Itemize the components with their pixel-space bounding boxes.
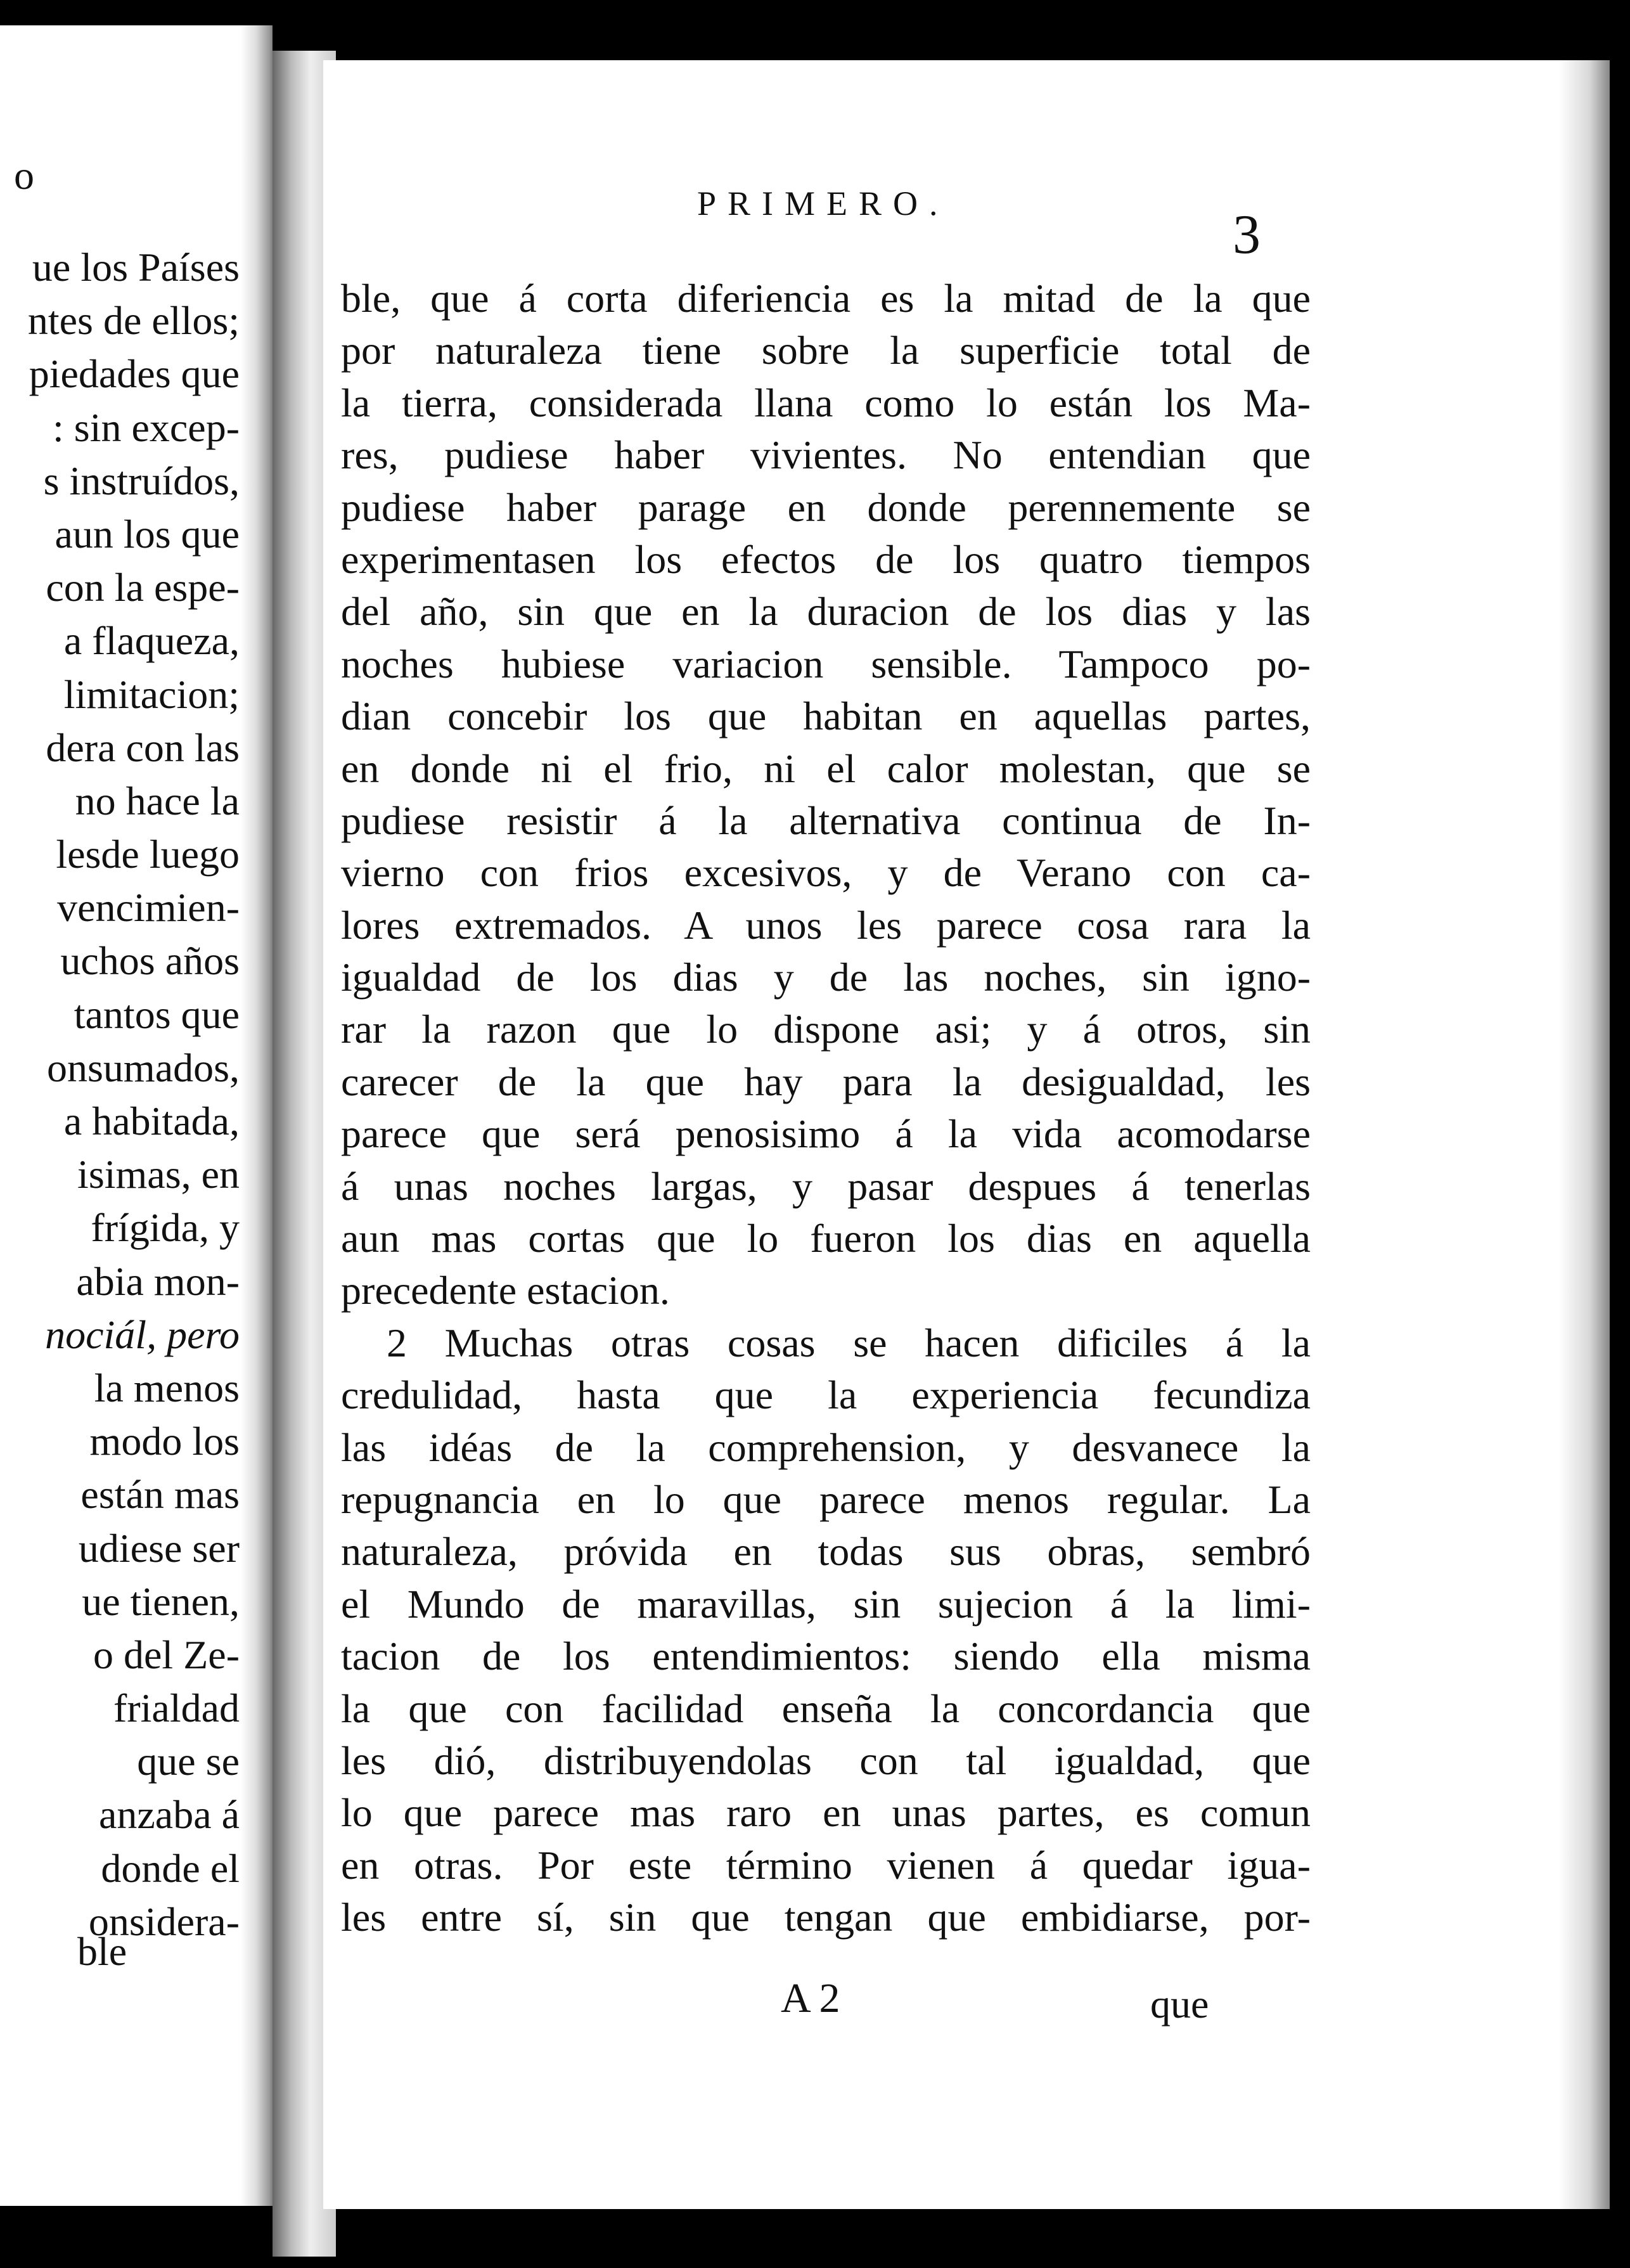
left-line: frígida, y [91, 1205, 240, 1251]
text-line: pudiese resistir á la alternativa continua de In- [341, 797, 1311, 843]
text-line: tacion de los entendimientos: siendo ella misma [341, 1633, 1311, 1679]
text-line: el Mundo de maravillas, sin sujecion á la limi- [341, 1581, 1311, 1627]
text-line: repugnancia en lo que parece menos regular. La [341, 1476, 1311, 1522]
right-page [323, 60, 1610, 2209]
left-line: están mas [80, 1472, 240, 1517]
text-line: les entre sí, sin que tengan que embidiarse, por- [341, 1895, 1311, 1940]
text-line: lores extremados. A unos les parece cosa rara la [341, 902, 1311, 948]
left-line: ue tienen, [82, 1578, 240, 1624]
text-line: rar la razon que lo dispone asi; y á otros, sin [341, 1007, 1311, 1052]
page-number: 3 [1233, 204, 1261, 266]
left-line: vencimien- [57, 885, 240, 931]
text-line: dian concebir los que habitan en aquellas partes, [341, 693, 1311, 739]
text-line: por naturaleza tiene sobre la superficie total de [341, 328, 1311, 373]
text-line: la que con facilidad enseña la concordancia que [341, 1685, 1311, 1731]
printer-signature-mark: A 2 [781, 1975, 840, 2021]
text-line: igualdad de los dias y de las noches, sin igno- [341, 955, 1311, 1000]
left-line: anzaba á [98, 1792, 240, 1838]
paragraph-end-line: precedente estacion. [341, 1268, 670, 1313]
left-line: tantos que [74, 991, 240, 1037]
left-line: la menos [94, 1365, 240, 1410]
left-line: limitacion; [63, 671, 240, 717]
left-line: ntes de ellos; [27, 298, 240, 344]
text-line: les dió, distribuyendolas con tal igualdad, que [341, 1737, 1311, 1783]
left-line: onsidera- [88, 1898, 240, 1944]
left-line: no hace la [75, 778, 240, 823]
text-line: parece que será penosisimo á la vida acomodarse [341, 1111, 1311, 1157]
left-page-text [28, 241, 240, 1949]
text-line: del año, sin que en la duracion de los dias y las [341, 589, 1311, 635]
text-line: credulidad, hasta que la experiencia fecundiza [341, 1372, 1311, 1418]
body-text [341, 273, 1311, 1944]
left-page-gutter-shadow [241, 25, 273, 2206]
left-line: frialdad [113, 1685, 240, 1731]
catchword: que [1150, 1981, 1209, 2026]
left-line: que se [137, 1739, 240, 1784]
left-line: : sin excep- [53, 404, 240, 450]
left-page-catchword: ble [77, 1929, 127, 1974]
text-line: noches hubiese variacion sensible. Tampoco po- [341, 641, 1311, 686]
text-line: las idéas de la comprehension, y desvanece la [341, 1424, 1311, 1470]
left-facing-page [0, 25, 273, 2206]
text-line: pudiese haber parage en donde perennemente se [341, 484, 1311, 530]
paragraph-start-line: 2 Muchas otras cosas se hacen dificiles á la [387, 1320, 1311, 1365]
left-line: s instruídos, [43, 458, 240, 503]
text-line: naturaleza, próvida en todas sus obras, sembró [341, 1529, 1311, 1575]
left-line: lesde luego [56, 832, 240, 877]
left-line: con la espe- [46, 565, 240, 610]
left-page-folio: o [14, 153, 34, 198]
left-line: piedades que [29, 351, 240, 397]
text-line: aun mas cortas que lo fueron los dias en aquella [341, 1216, 1311, 1261]
left-line: modo los [89, 1419, 240, 1464]
left-line: donde el [101, 1845, 240, 1891]
text-line: res, pudiese haber vivientes. No entendian que [341, 432, 1311, 478]
left-line: a habitada, [63, 1099, 240, 1144]
left-line: onsumados, [47, 1045, 240, 1090]
text-line: experimentasen los efectos de los quatro tiempos [341, 536, 1311, 582]
text-line: lo que parece mas raro en unas partes, es comun [341, 1790, 1311, 1836]
text-line: ble, que á corta diferiencia es la mitad de la que [341, 276, 1311, 321]
text-line: á unas noches largas, y pasar despues á tenerlas [341, 1163, 1311, 1209]
running-head: PRIMERO. [697, 184, 949, 222]
left-line: uchos años [60, 938, 240, 984]
left-line: abia mon- [76, 1258, 240, 1304]
left-line: nociál, pero [45, 1311, 240, 1357]
text-line: la tierra, considerada llana como lo están los Ma- [341, 380, 1311, 425]
text-line: en donde ni el frio, ni el calor molestan, que se [341, 745, 1311, 791]
left-line: udiese ser [78, 1525, 240, 1571]
text-line: carecer de la que hay para la desigualdad, les [341, 1059, 1311, 1104]
left-line: isimas, en [77, 1152, 240, 1197]
left-line: aun los que [55, 511, 240, 557]
left-line: dera con las [46, 725, 240, 770]
left-line: a flaqueza, [63, 618, 240, 664]
left-line: o del Ze- [93, 1632, 240, 1677]
text-line: en otras. Por este término vienen á quedar igua- [341, 1842, 1311, 1888]
page-edge-shadow [1559, 60, 1610, 2209]
left-line: ue los Países [32, 245, 240, 290]
text-line: vierno con frios excesivos, y de Verano con ca- [341, 850, 1311, 896]
